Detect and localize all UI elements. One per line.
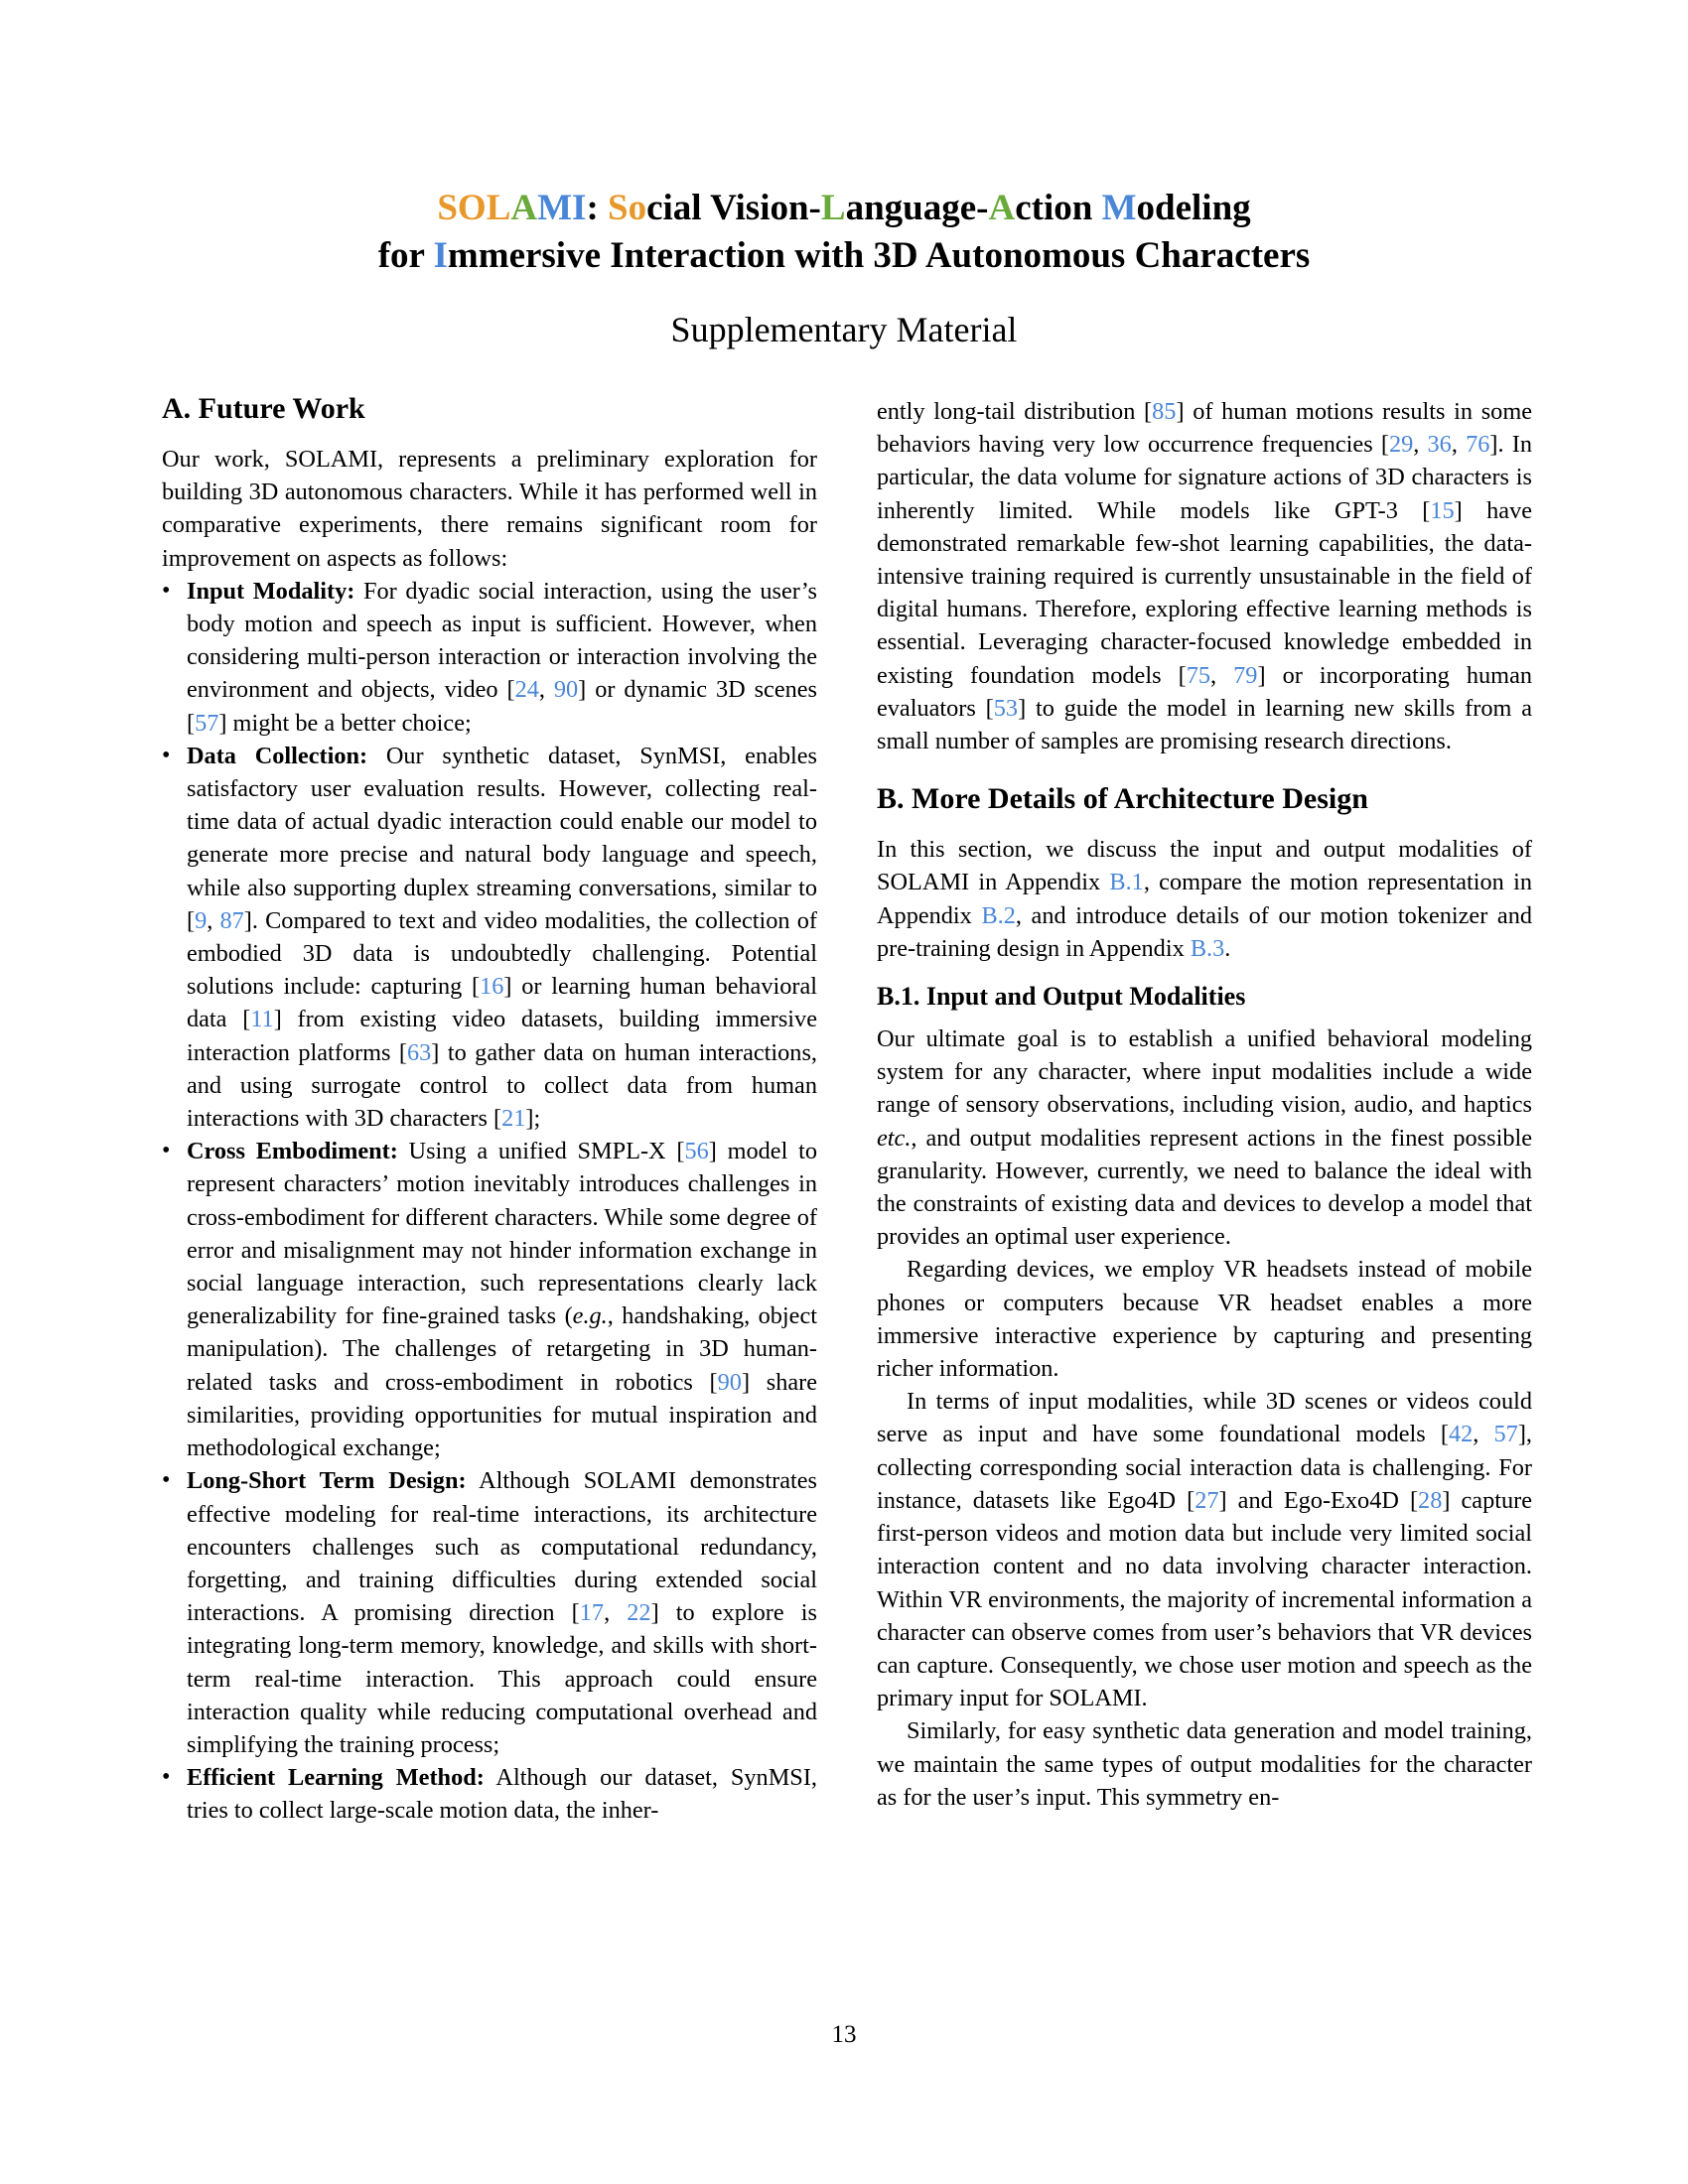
text-run: ] capture first-person videos and motion data but include very limited social interaction content and no data involving character interaction. Within VR environments, the majority of incremental information a character can observe comes from user’s behaviors that VR devices can capture. Consequently, we chose user motion and speech as the primary input for SOLAMI. bbox=[877, 1486, 1532, 1712]
subsection-heading-modalities: B.1. Input and Output Modalities bbox=[877, 982, 1246, 1012]
text-run: In this section, we discuss the input and output modalities of SOLAMI in Appendix bbox=[877, 836, 1532, 896]
modalities-paragraph-3 bbox=[877, 1385, 1532, 1714]
future-work-intro: Our work, SOLAMI, represents a preliminary exploration for building 3D autonomous characters. While it has performed well in comparative experiments, there remains significant room for improvement on aspects as follows: bbox=[162, 446, 817, 572]
title-fragment: M bbox=[1101, 188, 1137, 228]
left-column bbox=[162, 389, 817, 1828]
citation-link[interactable]: B.1 bbox=[1109, 869, 1144, 896]
title-fragment: S bbox=[437, 188, 458, 228]
citation-link[interactable]: B.3 bbox=[1190, 934, 1225, 962]
text-run: ] of human motions results in some behaviors having very low occurrence frequencies [ bbox=[877, 398, 1533, 459]
text-run: ] share similarities, providing opportunities for mutual inspiration and methodological exchange; bbox=[187, 1368, 817, 1462]
citation-link[interactable]: 63 bbox=[407, 1038, 432, 1066]
text-run: ] have demonstrated remarkable few-shot learning capabilities, the data-intensive training required is currently unsustainable in the field of digital humans. Therefore, exploring effective learning methods is essential. Leveraging character-focused knowledge embedded in existing foundation models [ bbox=[877, 496, 1533, 689]
citation-link[interactable]: 90 bbox=[553, 676, 579, 704]
text-run: Similarly, for easy synthetic data generation and model training, we maintain the same types of output modalities for the character as for the user’s input. This symmetry en- bbox=[877, 1717, 1532, 1811]
text-run: ] to explore is integrating long-term memory, knowledge, and skills with short-term real-time interaction. This approach could ensure interaction quality while reducing computational overhead and simplifying the training process; bbox=[187, 1599, 817, 1758]
citation-link[interactable]: 85 bbox=[1152, 398, 1177, 425]
citation-link[interactable]: 17 bbox=[579, 1599, 605, 1627]
text-run: Our synthetic dataset, SynMSI, enables satisfactory user evaluation results. However, collecting real-time data of actual dyadic interaction could enable our model to generate more precise and natural body language and speech, while also supporting duplex streaming conversations, similar to [ bbox=[187, 742, 817, 934]
title-fragment: anguage- bbox=[845, 188, 989, 228]
title-fragment: mmersive Interaction with 3D Autonomous Characters bbox=[447, 235, 1311, 276]
citation-link[interactable]: 24 bbox=[514, 676, 539, 704]
text-run: ], collecting corresponding social interaction data is challenging. For instance, datasets like Ego4D [ bbox=[877, 1421, 1532, 1514]
title-fragment: OL bbox=[457, 188, 511, 228]
text-run: ]. Compared to text and video modalities, the collection of embodied 3D data is undoubtedly challenging. Potential solutions include: capturing [ bbox=[187, 906, 817, 1001]
citation-link[interactable]: 27 bbox=[1195, 1486, 1219, 1514]
citation-link[interactable]: 16 bbox=[480, 973, 504, 1001]
title-fragment: cial Vision- bbox=[646, 188, 821, 228]
subtitle: Supplementary Material bbox=[670, 310, 1018, 349]
text-run: ] to gather data on human interactions, and using surrogate control to collect data from human interactions with 3D characters [ bbox=[187, 1038, 817, 1133]
future-work-item bbox=[162, 575, 817, 740]
citation-link[interactable]: 79 bbox=[1233, 661, 1258, 689]
citation-link[interactable]: 53 bbox=[993, 694, 1019, 722]
title-fragment: I bbox=[433, 235, 448, 276]
text-run: Regarding devices, we employ VR headsets instead of mobile phones or computers because VR headset enables a more immersive interactive experience by capturing and presenting richer information. bbox=[877, 1256, 1532, 1383]
future-work-item bbox=[162, 740, 817, 1135]
modalities-paragraph-4 bbox=[877, 1714, 1532, 1814]
title-fragment: So bbox=[608, 188, 647, 228]
text-run: ] or incorporating human evaluators [ bbox=[877, 661, 1533, 722]
text-run: Our ultimate goal is to establish a unified behavioral modeling system for any character, where input modalities include a wide range of sensory observations, including vision, audio, and haptics bbox=[877, 1025, 1532, 1119]
citation-link[interactable]: 75 bbox=[1186, 661, 1210, 689]
italic-text: e.g. bbox=[572, 1302, 608, 1330]
text-run: . bbox=[1224, 934, 1231, 962]
text-run: , bbox=[604, 1599, 628, 1627]
section-heading-architecture: B. More Details of Architecture Design bbox=[877, 782, 1368, 816]
text-run: ] or dynamic 3D scenes [ bbox=[187, 676, 817, 737]
title-fragment: A bbox=[988, 188, 1016, 228]
citation-link[interactable]: 9 bbox=[195, 906, 208, 934]
right-column bbox=[877, 395, 1532, 1814]
modalities-paragraph-1 bbox=[877, 1023, 1532, 1253]
title-fragment: A bbox=[510, 188, 538, 228]
italic-text: etc. bbox=[877, 1124, 912, 1152]
title-fragment: odeling bbox=[1136, 188, 1251, 228]
citation-link[interactable]: 29 bbox=[1388, 431, 1414, 459]
text-run: For dyadic social interaction, using the user’s body motion and speech as input is sufficient. However, when considering multi-person interaction or interaction involving the environment and objects, video [ bbox=[187, 577, 817, 704]
text-run: , bbox=[1210, 661, 1234, 689]
text-run: ] and Ego-Exo4D [ bbox=[1218, 1486, 1419, 1514]
item-label: Data Collection: bbox=[187, 742, 368, 769]
item-label: Cross Embodiment: bbox=[187, 1138, 398, 1165]
text-run: , and introduce details of our motion tokenizer and pre-training design in Appendix bbox=[877, 901, 1532, 962]
section-heading-future-work: A. Future Work bbox=[162, 392, 365, 425]
text-run: ] to guide the model in learning new skills from a small number of samples are promising research directions. bbox=[877, 694, 1532, 755]
citation-link[interactable]: 28 bbox=[1418, 1486, 1443, 1514]
citation-link[interactable]: 57 bbox=[195, 709, 219, 737]
text-run: ] from existing video datasets, building immersive interaction platforms [ bbox=[187, 1006, 817, 1066]
text-run: , and output modalities represent actions in the finest possible granularity. However, currently, we need to balance the ideal with the constraints of existing data and devices to develop a model that provides an optimal user experience. bbox=[877, 1124, 1532, 1251]
title-fragment: for bbox=[377, 235, 434, 276]
text-run: ently long-tail distribution [ bbox=[877, 398, 1153, 425]
item-label: Efficient Learning Method: bbox=[187, 1764, 485, 1792]
text-run: Although our dataset, SynMSI, tries to collect large-scale motion data, the inher- bbox=[187, 1764, 817, 1825]
page-number: 13 bbox=[831, 2021, 857, 2048]
future-work-item bbox=[162, 1464, 817, 1761]
text-run: In terms of input modalities, while 3D scenes or videos could serve as input and have some foundational models [ bbox=[877, 1388, 1532, 1448]
citation-link[interactable]: 36 bbox=[1427, 431, 1452, 459]
citation-link[interactable]: 11 bbox=[250, 1006, 274, 1033]
title-line-2 bbox=[0, 232, 1688, 280]
text-run: ] might be a better choice; bbox=[218, 709, 472, 737]
text-run: , bbox=[1413, 431, 1428, 459]
text-run: , handshaking, object manipulation). The challenges of retargeting in 3D human-related tasks and cross-embodiment in robotics [ bbox=[187, 1302, 818, 1396]
title-fragment: : bbox=[586, 188, 609, 228]
text-run: ] or learning human behavioral data [ bbox=[187, 973, 817, 1033]
citation-link[interactable]: 15 bbox=[1430, 496, 1455, 524]
citation-link[interactable]: 21 bbox=[501, 1105, 526, 1133]
title-line-1 bbox=[0, 185, 1688, 232]
continuation-paragraph bbox=[877, 395, 1532, 757]
future-work-item bbox=[162, 1761, 817, 1827]
citation-link[interactable]: 87 bbox=[219, 906, 244, 934]
title-fragment: MI bbox=[537, 188, 587, 228]
architecture-intro-paragraph bbox=[877, 833, 1532, 965]
citation-link[interactable]: 22 bbox=[627, 1599, 651, 1627]
item-label: Long-Short Term Design: bbox=[187, 1467, 467, 1495]
title-fragment: L bbox=[820, 188, 846, 228]
text-run: ]; bbox=[525, 1105, 541, 1133]
paper-title bbox=[0, 185, 1688, 280]
text-run: ]. In particular, the data volume for signature actions of 3D characters is inherently limited. While models like GPT-3 [ bbox=[877, 431, 1532, 524]
text-run: Using a unified SMPL-X [ bbox=[397, 1138, 685, 1165]
item-label: Input Modality: bbox=[187, 577, 355, 605]
future-work-list bbox=[162, 575, 817, 1828]
modalities-paragraph-2 bbox=[877, 1253, 1532, 1385]
citation-link[interactable]: 90 bbox=[717, 1368, 742, 1396]
text-run: , bbox=[538, 676, 554, 704]
text-run: Although SOLAMI demonstrates effective modeling for real-time interactions, its architecture encounters challenges such as computational redundancy, forgetting, and training difficulties during extended social interactions. A promising direction [ bbox=[187, 1467, 818, 1627]
citation-link[interactable]: 57 bbox=[1493, 1421, 1518, 1448]
citation-link[interactable]: 56 bbox=[684, 1138, 709, 1165]
text-run: , bbox=[207, 906, 220, 934]
text-run: ] model to represent characters’ motion inevitably introduces challenges in cross-embodiment for different characters. While some degree of error and misalignment may not hinder information exchange in social language interaction, such representations clearly lack generalizability for fine-grained tasks ( bbox=[187, 1138, 817, 1330]
citation-link[interactable]: 42 bbox=[1449, 1421, 1474, 1448]
title-fragment: ction bbox=[1015, 188, 1102, 228]
text-run: , bbox=[1473, 1421, 1494, 1448]
text-run: , bbox=[1451, 431, 1467, 459]
future-work-item bbox=[162, 1135, 817, 1464]
text-run: , compare the motion representation in Appendix bbox=[877, 869, 1532, 929]
citation-link[interactable]: 76 bbox=[1466, 431, 1490, 459]
citation-link[interactable]: B.2 bbox=[981, 901, 1016, 929]
